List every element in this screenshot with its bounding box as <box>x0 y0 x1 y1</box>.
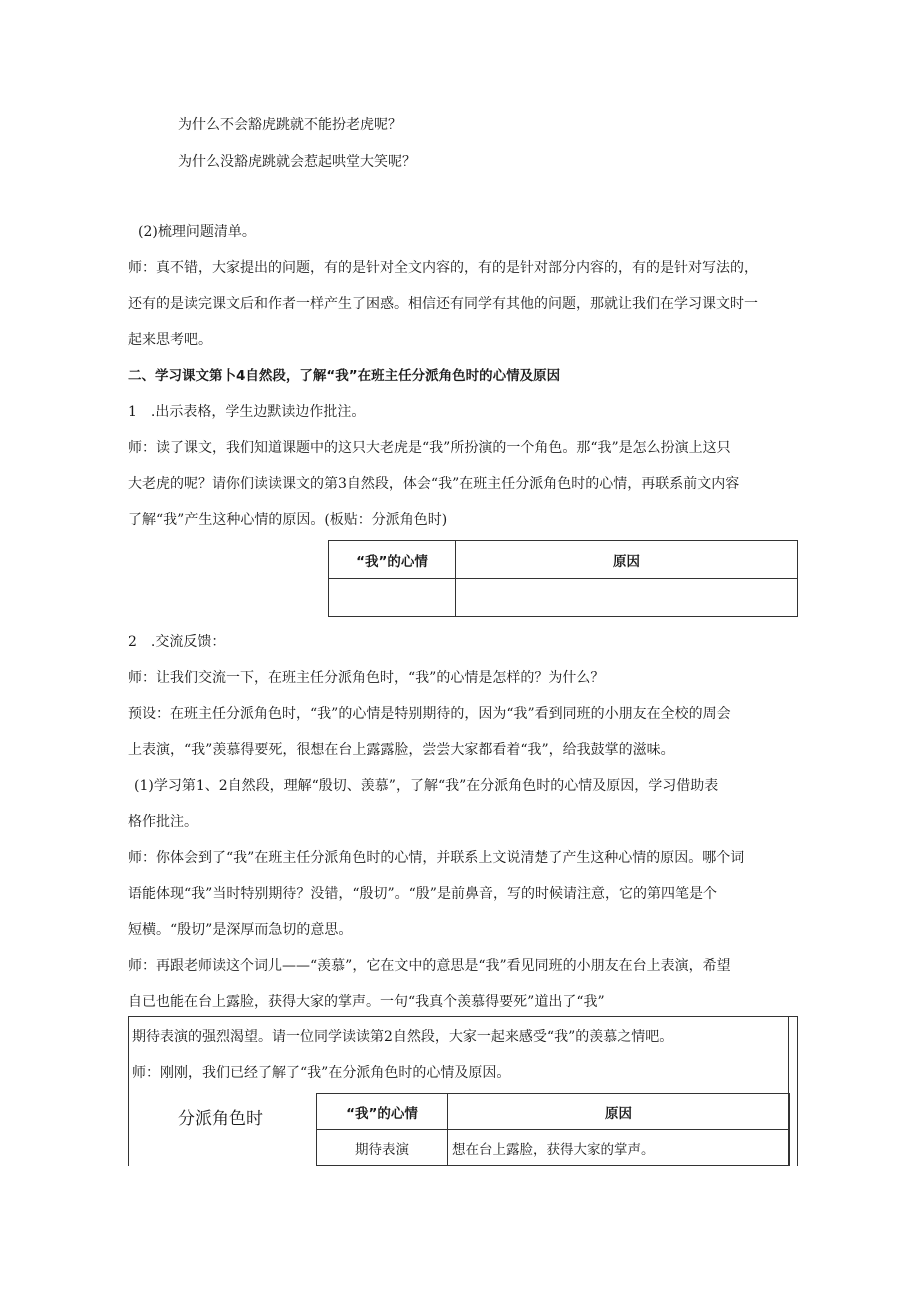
board-table <box>316 1093 790 1166</box>
paragraph-line: 还有的是读完课文后和作者一样产生了困惑。相信还有同学有其他的问题，那就让我们在学习课文时一 <box>128 296 758 312</box>
question-line-1: 为什么不会豁虎跳就不能扮老虎呢？ <box>178 117 402 133</box>
paragraph-line: 了解“我”产生这种心情的原因。(板贴：分派角色时) <box>128 512 448 528</box>
paragraph-line: 师：你体会到了“我”在班主任分派角色时的心情，并联系上文说清楚了产生这种心情的原因。哪个词 <box>128 850 745 866</box>
paragraph-line: 师：真不错，大家提出的问题，有的是针对全文内容的，有的是针对部分内容的，有的是针对写法的， <box>128 260 758 276</box>
paragraph-line: 期待表演的强烈渴望。请一位同学读读第2自然段，大家一起来感受“我”的羡慕之情吧。 <box>132 1029 674 1045</box>
paragraph-line: 师：让我们交流一下，在班主任分派角色时，“我”的心情是怎样的？为什么？ <box>128 670 605 686</box>
section-step-2: (2)梳理问题清单。 <box>138 224 256 240</box>
table-cell-reason <box>456 579 798 617</box>
paragraph-line: (1)学习第1、2自然段，理解“殷切、羡慕”，了解“我”在分派角色时的心情及原因，学习借助表 <box>134 778 719 794</box>
table-cell-mood <box>329 579 456 617</box>
paragraph-line: 自已也能在台上露脸，获得大家的掌声。一句“我真个羡慕得要死”道出了“我” <box>128 994 605 1010</box>
list-item-1: 1 .出示表格，学生边默读边作批注。 <box>128 404 366 420</box>
paragraph-line: 格作批注。 <box>128 814 198 830</box>
paragraph-line: 预设：在班主任分派角色时，“我”的心情是特别期待的，因为“我”看到同班的小朋友在全校的周会 <box>128 706 731 722</box>
paragraph-line: 短横。“殷切”是深厚而急切的意思。 <box>128 922 353 938</box>
table-header-reason: 原因 <box>456 541 798 579</box>
board-cell-reason: 想在台上露脸，获得大家的掌声。 <box>448 1130 790 1166</box>
paragraph-line: 师：读了课文，我们知道课题中的这只大老虎是“我”所扮演的一个角色。那“我”是怎么扮演上这只 <box>128 440 731 456</box>
mood-reason-table <box>328 540 798 617</box>
question-line-2: 为什么没豁虎跳就会惹起哄堂大笑呢？ <box>178 154 416 170</box>
paragraph-line: 起来思考吧。 <box>128 332 212 348</box>
frame-left-border <box>128 1016 129 1166</box>
paragraph-line: 师：刚刚，我们已经了解了“我”在分派角色时的心情及原因。 <box>132 1065 511 1081</box>
paragraph-line: 大老虎的呢？请你们读读课文的第3自然段，体会“我”在班主任分派角色时的心情，再联系前文内容 <box>128 476 740 492</box>
list-item-2: 2 .交流反馈： <box>128 634 226 650</box>
paragraph-line: 语能体现“我”当时特别期待？没错，“殷切”。“殷”是前鼻音，写的时候请注意，它的第四笔是个 <box>128 886 717 902</box>
board-header-mood: “我”的心情 <box>317 1094 448 1130</box>
paragraph-line: 上表演，“我”羡慕得要死，很想在台上露露脸，尝尝大家都看着“我”，给我鼓掌的滋味。 <box>128 742 675 758</box>
frame-right-border-outer <box>797 1016 798 1166</box>
paragraph-line: 师：再跟老师读这个词儿——“羡慕”，它在文中的意思是“我”看见同班的小朋友在台上表演，希望 <box>128 958 731 974</box>
table-header-mood: “我”的心情 <box>329 541 456 579</box>
board-label: 分派角色时 <box>178 1109 263 1129</box>
board-cell-mood: 期待表演 <box>317 1130 448 1166</box>
board-header-reason: 原因 <box>448 1094 790 1130</box>
frame-top-border <box>128 1016 798 1017</box>
section-heading-2: 二、学习课文第卜4自然段，了解“我”在班主任分派角色时的心情及原因 <box>128 368 561 384</box>
